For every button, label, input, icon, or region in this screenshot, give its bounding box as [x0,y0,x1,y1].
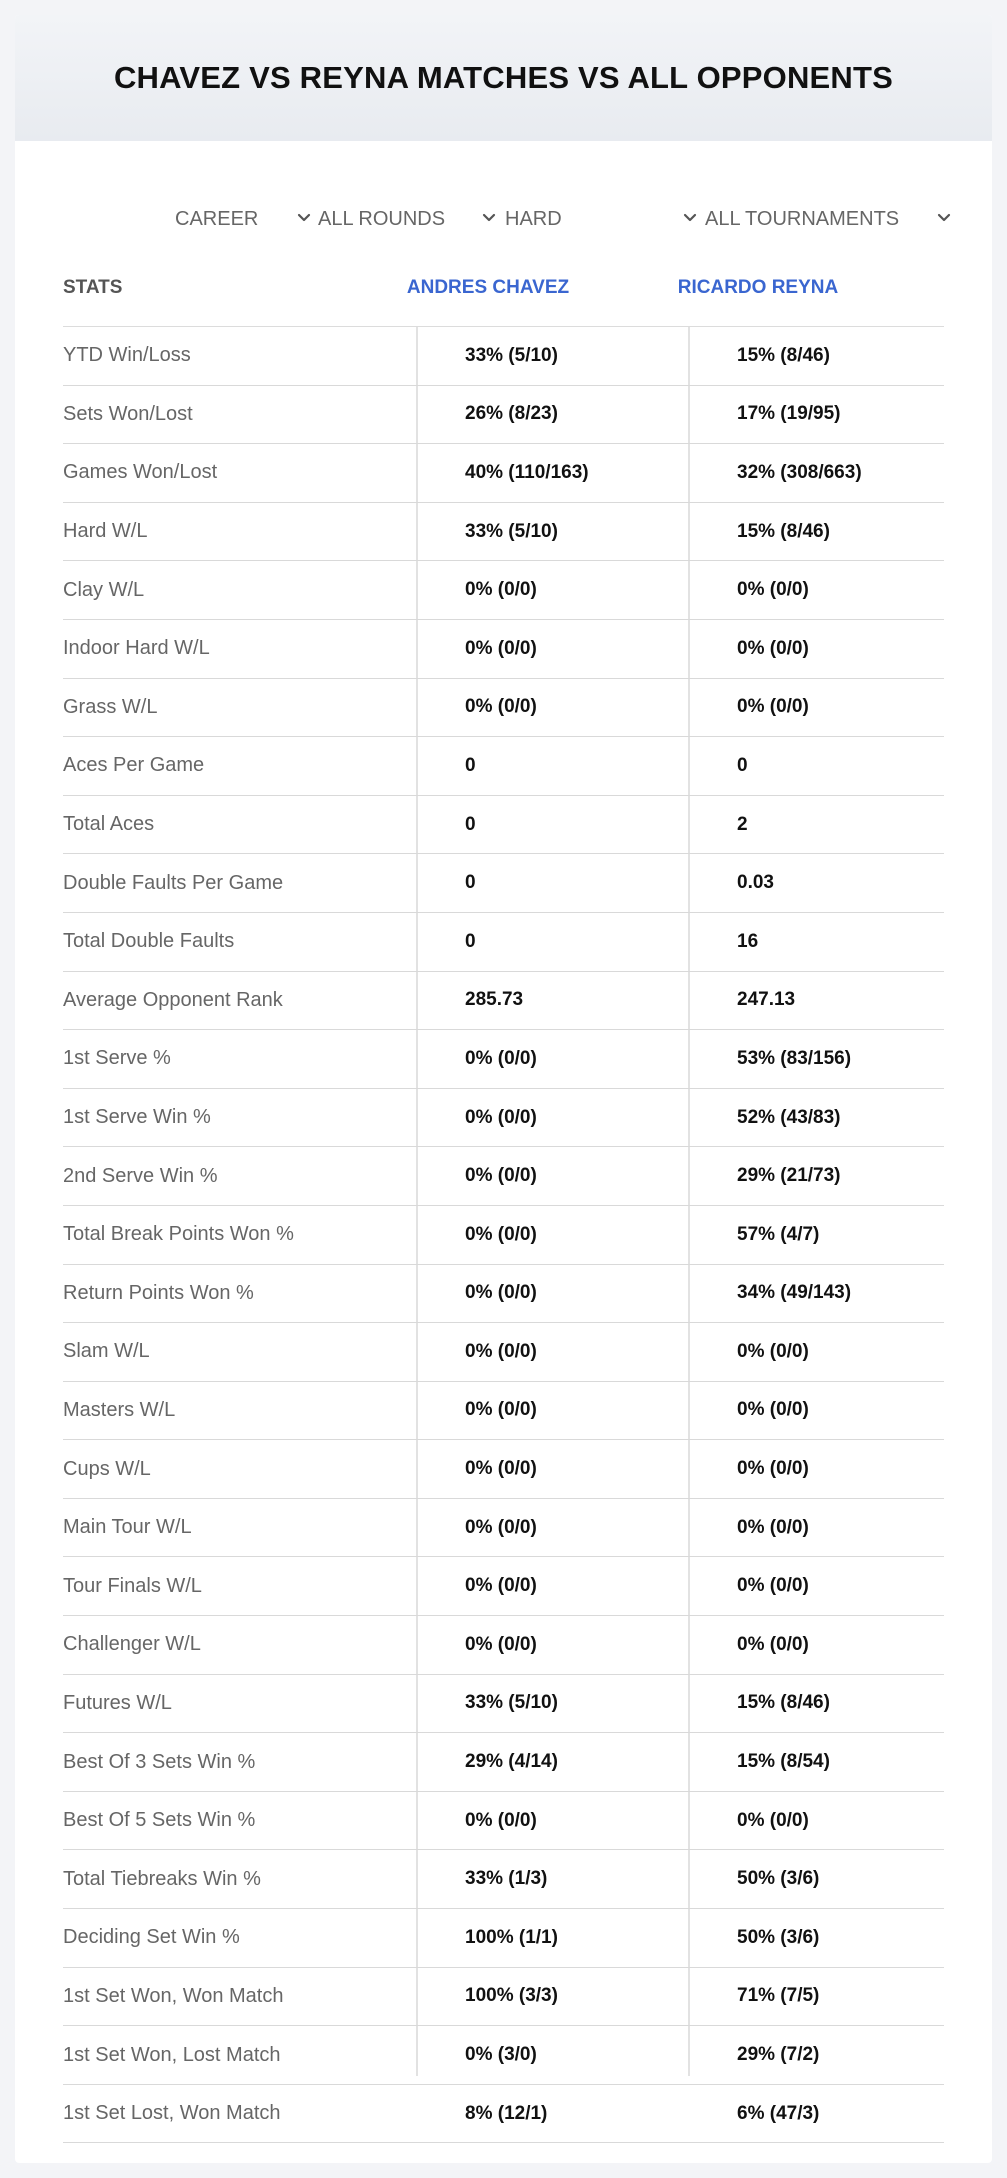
stat-label: Grass W/L [63,695,158,718]
stat-label: Total Break Points Won % [63,1223,294,1246]
player2-stat-value: 50% (3/6) [737,1868,820,1890]
table-row [63,1499,944,1558]
player2-stat-value: 0% (0/0) [737,1458,809,1480]
stat-label: Total Tiebreaks Win % [63,1867,261,1890]
player1-stat-value: 0% (0/0) [465,579,537,601]
stat-label: Challenger W/L [63,1633,201,1656]
stat-label: YTD Win/Loss [63,344,191,367]
player2-stat-value: 16 [737,930,759,952]
table-row [63,796,944,855]
stat-label: Best Of 5 Sets Win % [63,1809,256,1832]
stat-label: Average Opponent Rank [63,988,283,1011]
table-row [63,503,944,562]
player2-stat-value: 57% (4/7) [737,1223,820,1245]
table-row [63,913,944,972]
player2-stat-value: 15% (8/54) [737,1751,830,1773]
player1-stat-value: 33% (5/10) [465,344,558,366]
stat-label: 1st Set Won, Won Match [63,1984,284,2007]
surface-select[interactable] [505,189,701,249]
player2-stat-value: 29% (7/2) [737,2044,820,2066]
table-row [63,1850,944,1909]
table-row [63,1733,944,1792]
table-row [63,1616,944,1675]
player1-stat-value: 100% (3/3) [465,1985,558,2007]
stat-label: Clay W/L [63,578,145,601]
stat-label: 1st Set Won, Lost Match [63,2043,281,2066]
stat-label: Masters W/L [63,1398,176,1421]
stat-label: Slam W/L [63,1340,150,1363]
stat-label: 1st Serve % [63,1047,171,1070]
player1-stat-value: 33% (5/10) [465,1692,558,1714]
table-row [63,737,944,796]
table-row [63,1265,944,1324]
player1-stat-value: 0% (0/0) [465,1340,537,1362]
table-row [63,1089,944,1148]
player2-stat-value: 6% (47/3) [737,2102,820,2124]
player2-stat-value: 53% (83/156) [737,1047,852,1069]
player1-stat-value: 33% (5/10) [465,520,558,542]
page-header [15,15,992,141]
surface-select-value: HARD [505,207,562,230]
player1-stat-value: 0% (0/0) [465,1106,537,1128]
rounds-select-value: ALL ROUNDS [318,207,446,230]
player2-stat-value: 71% (7/5) [737,1985,820,2007]
table-row [63,1909,944,1968]
stat-label: Cups W/L [63,1457,151,1480]
stat-label: Return Points Won % [63,1281,254,1304]
table-row [63,1675,944,1734]
player2-stat-value: 0% (0/0) [737,1340,809,1362]
table-row [63,386,944,445]
player1-stat-value: 0 [465,930,476,952]
player1-stat-value: 33% (1/3) [465,1868,548,1890]
player2-stat-value: 0.03 [737,872,774,894]
stat-label: Games Won/Lost [63,461,218,484]
table-row [63,327,944,386]
player1-stat-value: 40% (110/163) [465,461,589,483]
player1-stat-value: 29% (4/14) [465,1751,558,1773]
player2-stat-value: 15% (8/46) [737,1692,830,1714]
player1-stat-value: 0% (0/0) [465,637,537,659]
player2-stat-value: 29% (21/73) [737,1165,841,1187]
chevron-down-icon [681,209,701,229]
player1-stat-value: 0% (0/0) [465,1809,537,1831]
player1-stat-value: 0% (0/0) [465,1223,537,1245]
tournaments-select-value: ALL TOURNAMENTS [705,207,900,230]
player1-stat-value: 0 [465,813,476,835]
table-body [63,327,944,2143]
player2-stat-value: 15% (8/46) [737,344,830,366]
player2-stat-value: 0% (0/0) [737,1809,809,1831]
player2-stat-value: 52% (43/83) [737,1106,841,1128]
table-row [63,1968,944,2027]
player1-stat-value: 0% (0/0) [465,1165,537,1187]
rounds-select[interactable] [318,189,500,249]
stats-card [15,15,992,2163]
player1-stat-value: 0% (0/0) [465,1399,537,1421]
table-row [63,1147,944,1206]
player1-stat-value: 285.73 [465,989,524,1011]
stat-label: Tour Finals W/L [63,1574,202,1597]
stat-label: Deciding Set Win % [63,1926,240,1949]
player2-stat-value: 0% (0/0) [737,696,809,718]
stat-label: 1st Set Lost, Won Match [63,2102,281,2125]
player2-stat-value: 0% (0/0) [737,1399,809,1421]
chevron-down-icon [480,209,500,229]
player1-stat-value: 0% (0/0) [465,1633,537,1655]
player1-column-header[interactable]: ANDRES CHAVEZ [406,276,570,298]
stat-label: Double Faults Per Game [63,871,284,894]
player2-stat-value: 0% (0/0) [737,637,809,659]
player1-stat-value: 0% (0/0) [465,1516,537,1538]
player1-stat-value: 100% (1/1) [465,1926,558,1948]
table-row [63,1030,944,1089]
player2-stat-value: 0% (0/0) [737,579,809,601]
player1-stat-value: 0% (0/0) [465,1575,537,1597]
player1-stat-value: 0% (0/0) [465,1047,537,1069]
chevron-down-icon [295,209,315,229]
player2-stat-value: 2 [737,813,748,835]
table-row [63,854,944,913]
table-row [63,2026,944,2085]
table-row [63,1323,944,1382]
player2-stat-value: 50% (3/6) [737,1926,820,1948]
period-select[interactable] [175,189,315,249]
table-row [63,679,944,738]
table-row [63,1382,944,1441]
player2-stat-value: 34% (49/143) [737,1282,852,1304]
player2-stat-value: 15% (8/46) [737,520,830,542]
stat-label: Hard W/L [63,520,148,543]
player2-stat-value: 0 [737,754,748,776]
player2-stat-value: 32% (308/663) [737,461,862,483]
player2-stat-value: 0% (0/0) [737,1516,809,1538]
stat-label: 1st Serve Win % [63,1106,211,1129]
table-row [63,444,944,503]
table-row [63,1792,944,1851]
player1-stat-value: 0 [465,872,476,894]
stat-label: Indoor Hard W/L [63,637,210,660]
stat-label: Aces Per Game [63,754,205,777]
player1-stat-value: 0% (0/0) [465,696,537,718]
table-row [63,1557,944,1616]
player2-stat-value: 247.13 [737,989,796,1011]
player1-stat-value: 8% (12/1) [465,2102,548,2124]
table-header [63,249,944,327]
stat-label: Total Aces [63,813,155,836]
chevron-down-icon [935,209,955,229]
stat-label: Main Tour W/L [63,1516,192,1539]
table-row [63,972,944,1031]
player1-stat-value: 0% (0/0) [465,1458,537,1480]
player1-stat-value: 0% (3/0) [465,2044,537,2066]
player1-stat-value: 0% (0/0) [465,1282,537,1304]
stat-label: Futures W/L [63,1691,172,1714]
stats-column-header: STATS [63,276,123,298]
period-select-value: CAREER [175,207,259,230]
player1-stat-value: 26% (8/23) [465,403,558,425]
player2-stat-value: 0% (0/0) [737,1575,809,1597]
player2-stat-value: 17% (19/95) [737,403,841,425]
table-row [63,1440,944,1499]
player2-column-header[interactable]: RICARDO REYNA [677,276,839,298]
table-row [63,1206,944,1265]
stat-label: Sets Won/Lost [63,402,193,425]
player2-stat-value: 0% (0/0) [737,1633,809,1655]
table-row [63,620,944,679]
player1-stat-value: 0 [465,754,476,776]
table-row [63,561,944,620]
tournaments-select[interactable] [705,189,955,249]
stats-table [63,249,944,2143]
table-row [63,2085,944,2144]
stat-label: Total Double Faults [63,930,235,953]
stat-label: Best Of 3 Sets Win % [63,1750,256,1773]
filter-bar [15,189,992,249]
stat-label: 2nd Serve Win % [63,1164,218,1187]
page-title: CHAVEZ VS REYNA MATCHES VS ALL OPPONENTS [113,60,894,95]
